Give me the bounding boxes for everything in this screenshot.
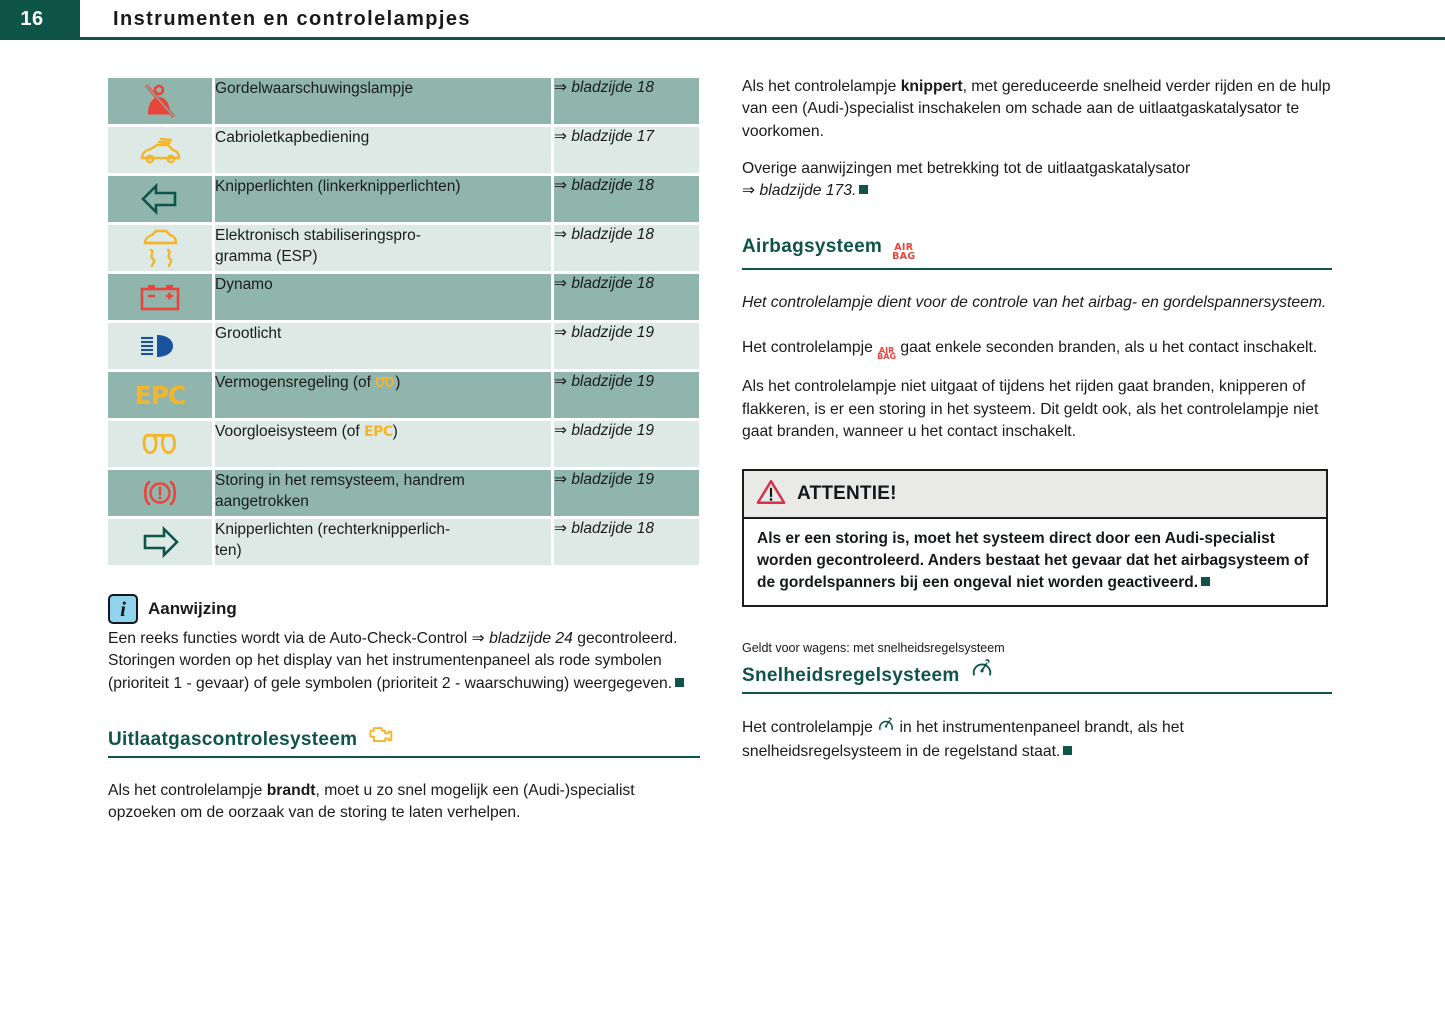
glow-plug-icon	[108, 421, 212, 467]
section-cruise	[742, 641, 1332, 764]
text-before-bold: Als het controlelampje	[108, 781, 267, 799]
convertible-top-icon	[108, 127, 212, 173]
row-description	[214, 518, 553, 567]
text-bold: brandt	[266, 781, 316, 799]
esp-skid-icon	[108, 225, 212, 271]
glow-plug-icon	[375, 374, 395, 395]
row-page-ref: ⇒ bladzijde 19	[553, 322, 700, 371]
table-row	[108, 126, 699, 175]
table-row	[108, 273, 699, 322]
battery-alternator-icon-cell	[108, 273, 214, 322]
row-page-ref: ⇒ bladzijde 17	[553, 126, 700, 175]
section-exhaust-body	[108, 780, 700, 825]
row-description	[214, 224, 553, 273]
header-divider	[0, 37, 1445, 40]
note-page-ref: bladzijde 24	[489, 630, 573, 647]
end-marker	[1201, 577, 1210, 586]
table-row	[108, 371, 699, 420]
page-number: 16	[20, 7, 44, 30]
row-description-line2: ten)	[215, 542, 242, 560]
page-ref-text: bladzijde 18	[571, 226, 655, 243]
table-row	[108, 420, 699, 469]
row-description: Gordelwaarschuwingslampje	[214, 78, 553, 126]
section-cruise-heading	[742, 657, 1332, 694]
paragraph	[742, 337, 1332, 362]
engine-check-icon	[367, 725, 393, 751]
airbag-icon-line2: BAG	[892, 250, 916, 262]
note-header	[108, 594, 700, 624]
warning-triangle-icon	[756, 478, 786, 510]
text-before-icon: Het controlelampje	[742, 338, 878, 356]
table-row	[108, 78, 699, 126]
text-after-bold: , met gereduceerde snelheid verder rijden en de hulp van een (Audi-)specialist inschakelen om schade aan de uitlaatgaskatalysator te voorkomen.	[742, 78, 1331, 140]
row-description-after: )	[392, 423, 398, 440]
table-row	[108, 224, 699, 273]
left-turn-signal-icon	[108, 176, 212, 222]
info-icon: i	[108, 594, 138, 624]
row-description	[214, 469, 553, 518]
arrow-icon: ⇒	[471, 630, 485, 647]
airbag-icon-line1: AIR	[894, 242, 914, 254]
cruise-control-icon	[970, 657, 994, 687]
text-bold: knippert	[900, 78, 963, 95]
text-before-icon: Het controlelampje	[742, 719, 878, 737]
left-column	[108, 78, 700, 824]
airbag-icon	[877, 345, 897, 362]
seatbelt-warning-icon-cell	[108, 78, 214, 126]
section-airbag-heading	[742, 236, 1332, 270]
row-description-after: )	[395, 374, 401, 391]
row-page-ref: ⇒ bladzijde 18	[553, 518, 700, 567]
row-page-ref: ⇒ bladzijde 18	[553, 78, 700, 126]
end-marker	[859, 185, 868, 194]
page-title: Instrumenten en controlelampjes	[113, 7, 471, 30]
glow-plug-icon-cell	[108, 420, 214, 469]
arrow-icon: ⇒	[742, 182, 756, 200]
section-airbag-body	[742, 337, 1332, 444]
page-ref-text: bladzijde 18	[571, 520, 655, 537]
row-page-ref: ⇒ bladzijde 19	[553, 469, 700, 518]
right-column	[742, 76, 1332, 764]
paragraph	[108, 780, 700, 825]
text-after-bold: , moet u zo snel mogelijk een (Audi-)specialist opzoeken om de oorzaak van de storing te laten verhelpen.	[108, 781, 635, 822]
row-description	[214, 420, 553, 469]
brake-warning-icon-cell	[108, 469, 214, 518]
paragraph	[742, 716, 1332, 764]
airbag-icon-line2: BAG	[877, 352, 897, 362]
row-description: Cabrioletkapbediening	[214, 126, 553, 175]
page-ref-text: bladzijde 19	[571, 471, 655, 488]
row-page-ref: ⇒ bladzijde 19	[553, 371, 700, 420]
high-beam-icon-cell	[108, 322, 214, 371]
section-airbag	[742, 236, 1332, 443]
paragraph	[742, 158, 1332, 203]
note-text-part2: gecontroleerd. Storingen worden op het display van het instrumentenpaneel als rode symbolen (prioriteit 1 - gevaar) of gele symbolen (prioriteit 2 - waarschuwing) weergegeven.	[108, 630, 678, 692]
row-description: Grootlicht	[214, 322, 553, 371]
airbag-icon	[892, 244, 915, 261]
row-page-ref: ⇒ bladzijde 18	[553, 224, 700, 273]
row-page-ref: ⇒ bladzijde 18	[553, 175, 700, 224]
aanwijzing-note	[108, 594, 700, 695]
note-body	[108, 628, 696, 695]
section-airbag-intro: Het controlelampje dient voor de controle van het airbag- en gordelspannersysteem.	[742, 294, 1327, 312]
left-turn-signal-icon-cell	[108, 175, 214, 224]
table-row	[108, 518, 699, 567]
warning-box	[742, 469, 1328, 607]
seatbelt-warning-icon	[108, 78, 212, 124]
section-cruise-kicker: Geldt voor wagens: met snelheidsregelsysteem	[742, 641, 1005, 656]
end-marker	[675, 678, 684, 687]
paragraph	[742, 76, 1332, 143]
cruise-control-icon	[877, 716, 895, 741]
text-before-bold: Als het controlelampje	[742, 78, 901, 95]
warning-text: Als er een storing is, moet het systeem direct door een Audi-specialist worden gecontroleerd. Anders bestaat het gevaar dat het airbagsysteem of de gordelspanners bij een ongeval niet worden geactiveerd.	[757, 530, 1309, 592]
exhaust-continuation	[742, 76, 1332, 202]
section-exhaust-title: Uitlaatgascontrolesysteem	[108, 728, 358, 750]
epc-icon: EPC	[364, 424, 393, 440]
page-ref: bladzijde 173.	[759, 182, 857, 200]
warning-box-header	[744, 471, 1326, 519]
right-turn-signal-icon	[108, 519, 212, 565]
page-ref-text: bladzijde 18	[571, 79, 655, 96]
row-description-line2: aangetrokken	[215, 493, 309, 511]
table-row	[108, 322, 699, 371]
page-ref-text: bladzijde 19	[571, 373, 655, 390]
warning-box-body	[744, 519, 1326, 605]
warning-box-title: ATTENTIE!	[797, 483, 897, 505]
epc-icon-cell	[108, 371, 214, 420]
page-ref-text: bladzijde 19	[571, 422, 655, 439]
table-row	[108, 175, 699, 224]
high-beam-icon	[108, 323, 212, 369]
brake-warning-icon	[108, 470, 212, 516]
epc-icon: EPC	[134, 380, 186, 410]
page-header	[0, 0, 1445, 38]
convertible-top-icon-cell	[108, 126, 214, 175]
section-cruise-body	[742, 716, 1332, 764]
row-description-line1: Storing in het remsysteem, handrem	[215, 472, 465, 489]
section-exhaust	[108, 725, 700, 825]
section-airbag-title: Airbagsysteem	[742, 236, 883, 258]
text-after-icon: gaat enkele seconden branden, als u het contact inschakelt.	[896, 338, 1318, 356]
page-ref-text: bladzijde 19	[571, 324, 655, 341]
page-ref-text: bladzijde 18	[571, 177, 655, 194]
end-marker	[1063, 746, 1072, 755]
paragraph: Als het controlelampje niet uitgaat of tijdens het rijden gaat branden, knipperen of flakkeren, is er een storing in het systeem. Dit geldt ook, als het controlelampje niet gaat branden, wanneer u het contact inschakelt.	[742, 378, 1319, 440]
text-after-icon: in het instrumentenpaneel brandt, als het snelheidsregelsysteem in de regelstand staat.	[742, 719, 1184, 761]
row-description	[214, 371, 553, 420]
row-description-before: Vermogensregeling (of	[215, 374, 376, 391]
row-description: Knipperlichten (linkerknipperlichten)	[214, 175, 553, 224]
warning-lights-table	[108, 78, 699, 568]
note-title: Aanwijzing	[148, 599, 237, 618]
section-cruise-title: Snelheidsregelsysteem	[742, 665, 960, 687]
esp-skid-icon-cell	[108, 224, 214, 273]
row-page-ref: ⇒ bladzijde 18	[553, 273, 700, 322]
row-description-before: Voorgloeisysteem (of	[215, 423, 365, 440]
text-part: Overige aanwijzingen met betrekking tot de uitlaatgaskatalysator	[742, 159, 1191, 177]
row-description-line2: gramma (ESP)	[215, 248, 318, 266]
right-turn-signal-icon-cell	[108, 518, 214, 567]
battery-alternator-icon	[108, 274, 212, 320]
row-page-ref: ⇒ bladzijde 19	[553, 420, 700, 469]
page-ref-text: bladzijde 18	[571, 275, 655, 292]
airbag-icon-line1: AIR	[878, 345, 895, 355]
row-description-line1: Knipperlichten (rechterknipperlich-	[215, 521, 451, 538]
table-row	[108, 469, 699, 518]
section-exhaust-heading	[108, 725, 700, 758]
row-description: Dynamo	[214, 273, 553, 322]
page-ref-text: bladzijde 17	[571, 128, 655, 145]
note-text-part1: Een reeks functies wordt via de Auto-Check-Control	[108, 630, 472, 647]
row-description-line1: Elektronisch stabiliseringspro-	[215, 227, 421, 244]
